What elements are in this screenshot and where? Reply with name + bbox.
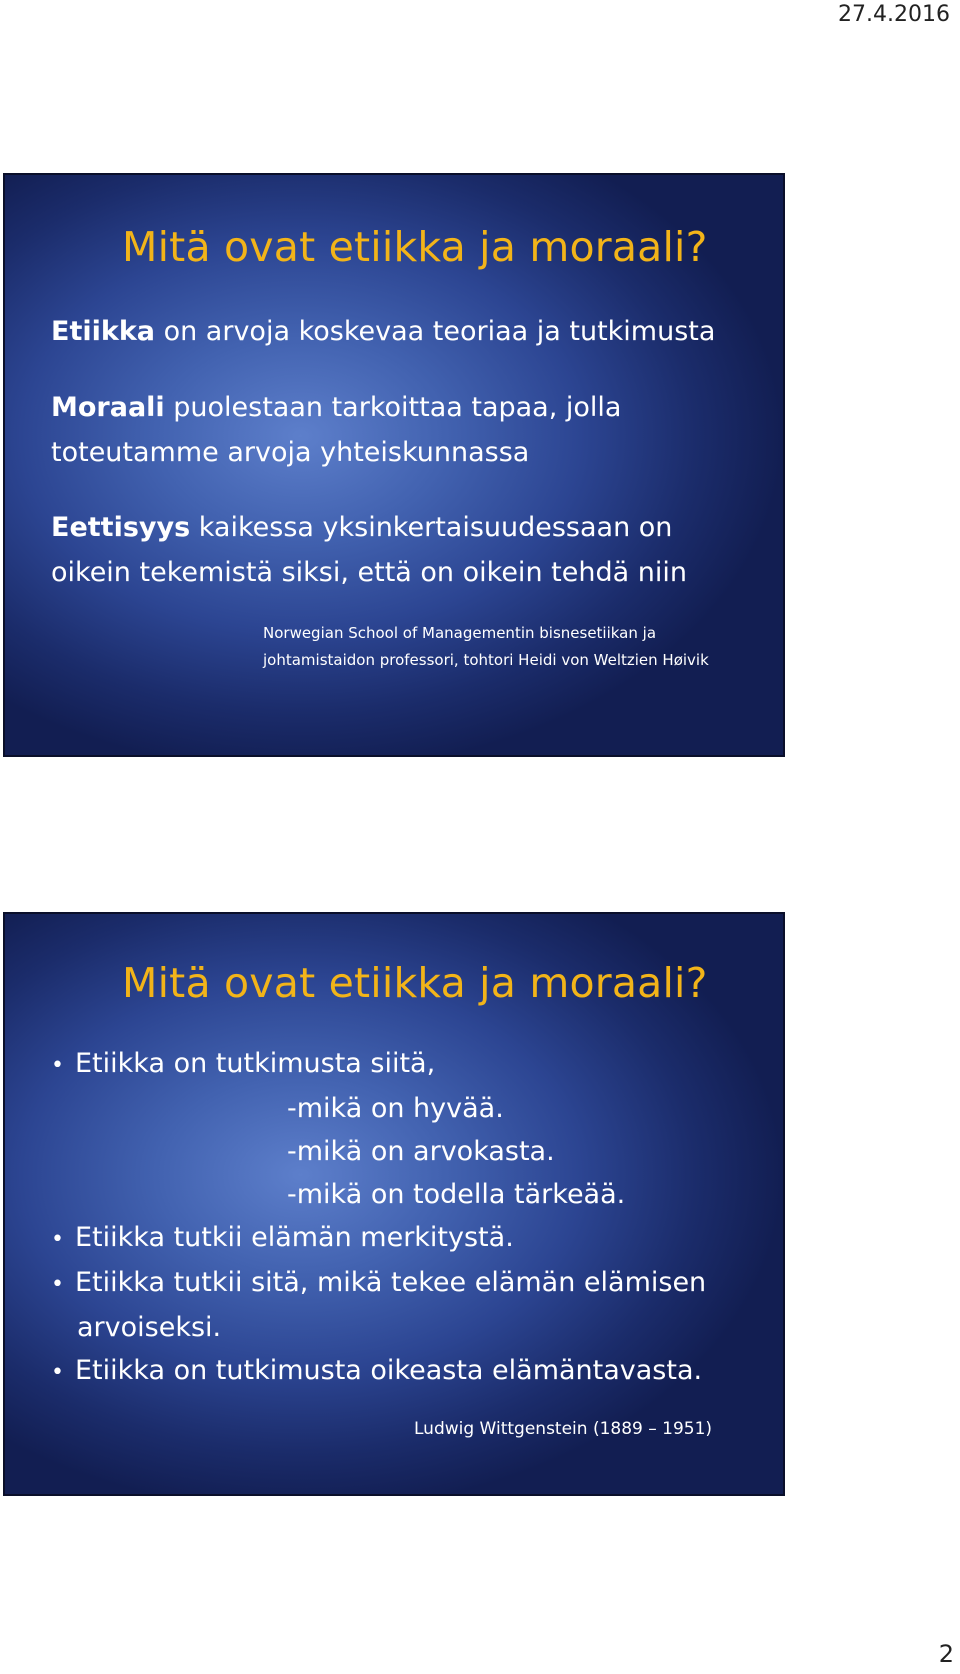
definition-moraali — [51, 385, 621, 475]
bullet-icon: • — [51, 1053, 64, 1078]
definition-etiikka — [51, 309, 715, 354]
list-item — [51, 1261, 706, 1306]
list-item — [51, 1216, 706, 1261]
bullet-icon: • — [51, 1272, 64, 1297]
definition-etiikka-text: on arvoja koskevaa teoriaa ja tutkimusta — [155, 316, 716, 347]
slide-title: Mitä ovat etiikka ja moraali? — [122, 223, 708, 271]
list-subitem: -mikä on arvokasta. — [287, 1136, 555, 1167]
term-etiikka: Etiikka — [51, 316, 155, 347]
attribution-line-2: johtamistaidon professori, tohtori Heidi von Weltzien Høivik — [263, 651, 709, 669]
list-item-text: Etiikka tutkii elämän merkitystä. — [75, 1222, 514, 1253]
list-item — [51, 1042, 706, 1087]
attribution — [263, 620, 709, 674]
definition-eettisyys — [51, 505, 687, 595]
definition-eettisyys-text-2: oikein tekemistä siksi, että on oikein tehdä niin — [51, 557, 687, 588]
slide-2 — [3, 912, 785, 1496]
bullet-icon: • — [51, 1227, 64, 1252]
slide-title: Mitä ovat etiikka ja moraali? — [122, 959, 708, 1007]
list-item-text: Etiikka on tutkimusta oikeasta elämäntavasta. — [75, 1355, 703, 1386]
list-subitem: -mikä on todella tärkeää. — [287, 1179, 626, 1210]
definition-moraali-text-1: puolestaan tarkoittaa tapaa, jolla — [164, 392, 622, 423]
list-item — [51, 1349, 706, 1394]
page-date: 27.4.2016 — [838, 2, 950, 27]
list-item-continuation: arvoiseksi. — [77, 1312, 222, 1343]
attribution-line-1: Norwegian School of Managementin bisnesetiikan ja — [263, 624, 657, 642]
list-item-text: Etiikka tutkii sitä, mikä tekee elämän elämisen — [75, 1267, 707, 1298]
page-number: 2 — [938, 1640, 954, 1668]
term-moraali: Moraali — [51, 392, 165, 423]
bullet-icon: • — [51, 1360, 64, 1385]
bullet-list — [51, 1042, 706, 1394]
list-item-text: Etiikka on tutkimusta siitä, — [75, 1048, 436, 1079]
attribution: Ludwig Wittgenstein (1889 – 1951) — [414, 1419, 713, 1439]
slide-1 — [3, 173, 785, 757]
definition-eettisyys-text-1: kaikessa yksinkertaisuudessaan on — [190, 512, 673, 543]
definition-moraali-text-2: toteutamme arvoja yhteiskunnassa — [51, 437, 530, 468]
list-subitem: -mikä on hyvää. — [287, 1093, 504, 1124]
term-eettisyys: Eettisyys — [51, 512, 191, 543]
